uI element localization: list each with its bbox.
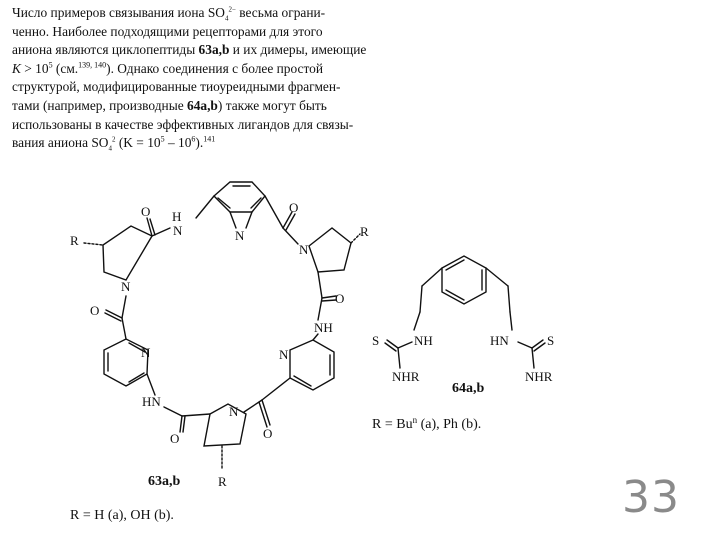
compound-64-structure: [372, 256, 554, 396]
atom-label: S: [372, 333, 380, 348]
page-number: 33: [622, 472, 680, 523]
compound-63-structure: [70, 182, 369, 489]
atom-label: NH: [414, 333, 433, 348]
atom-label: H: [172, 209, 182, 224]
atom-label: O: [141, 204, 151, 219]
atom-label: HN: [142, 394, 161, 409]
compound-63-r-definition: R = H (a), OH (b).: [70, 508, 174, 523]
left-pyrrolidine-ring: [103, 226, 152, 280]
text-line-7: использованы в качестве эффективных лигандов для связы-: [12, 116, 354, 132]
atom-label: N: [279, 347, 289, 362]
atom-label: O: [90, 303, 100, 318]
atom-label: O: [335, 291, 345, 306]
atom-label: N: [229, 404, 239, 419]
compound-63-label: 63a,b: [148, 474, 181, 489]
atom-label: NH: [314, 320, 333, 335]
atom-label: O: [170, 431, 180, 446]
bottom-pyrrolidine-ring: [204, 404, 246, 446]
atom-label: N: [299, 242, 309, 257]
text-line-3: аниона являются циклопептиды 63a,b и их димеры, имеющие: [12, 42, 367, 58]
atom-label: R: [218, 474, 227, 489]
text-line-8: вания аниона $SO_4^2$ $(K = 10^5 - 10^6).^{141}$: [12, 134, 216, 153]
text-line-6: тами (например, производные 64a,b) также могут быть: [12, 97, 327, 113]
atom-label: O: [263, 426, 273, 441]
right-pyrrolidine-ring: [309, 228, 351, 272]
atom-label: HN: [490, 333, 509, 348]
atom-label: N: [235, 228, 245, 243]
atom-label: NHR: [525, 369, 553, 384]
compound-64-label: 64a,b: [452, 381, 485, 396]
right-pyridine-ring: [290, 340, 334, 390]
atom-label: NHR: [392, 369, 420, 384]
compound-64-r-definition: $R = Bu^n$ (a), Ph (b).: [372, 415, 482, 432]
atom-label: N: [121, 279, 131, 294]
text-line-5: структурой, модифицированные тиоуреидными фрагмен-: [12, 79, 341, 95]
benzene-ring: [442, 256, 486, 304]
atom-label: R: [70, 233, 79, 248]
text-line-4: $K > 10^5$ (см.$^{139, 140}$). Однако соединения с более простой: [12, 60, 324, 76]
atom-label: O: [289, 200, 299, 215]
atom-label: R: [360, 224, 369, 239]
atom-label: N: [173, 223, 183, 238]
atom-label: S: [547, 333, 555, 348]
text-line-2: ченно. Наиболее подходящими рецепторами для этого: [12, 23, 323, 39]
text-line-1: Число примеров связывания иона $SO_4^{2-}$ весьма ограни-: [12, 5, 326, 23]
atom-label: N: [141, 345, 151, 360]
